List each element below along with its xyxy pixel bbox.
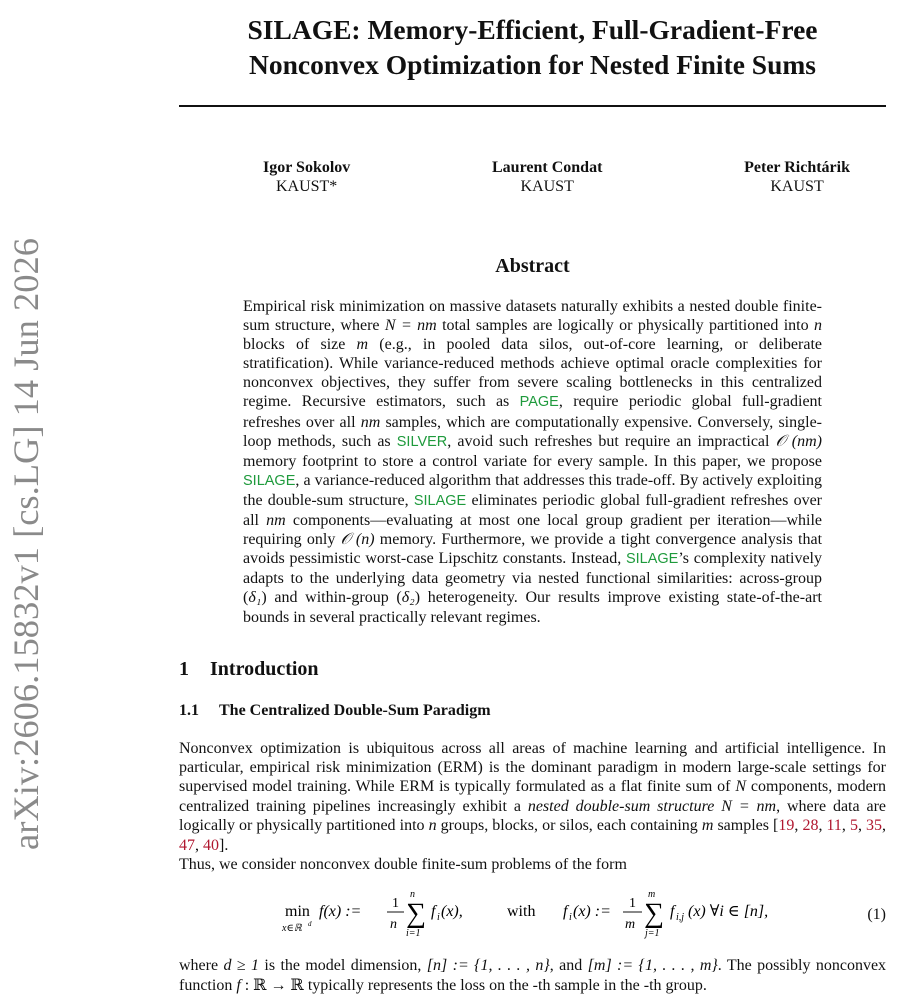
math-inline: 𝒪 (nm) [775, 432, 822, 450]
eq-frac1-num: 1 [392, 896, 399, 912]
abstract-text: total samples are logically or physically partitioned into [436, 317, 815, 335]
abstract-text: Empirical risk minimization on massive datasets naturally exhibits a nested double finite-sum structure, where [243, 298, 822, 335]
math-inline: [n] := {1, . . . , n} [426, 957, 550, 975]
eq-fij-sub: i,j [676, 912, 685, 924]
author-list [179, 158, 886, 196]
math-inline: nm [360, 413, 381, 431]
after-equation-text [179, 956, 886, 995]
body-text: -th group. [643, 976, 707, 994]
abstract-text: components—evaluating at most one local group gradient per iteration—while requiring only [243, 512, 822, 549]
author-name: Peter Richtárik [744, 159, 850, 176]
citation-link[interactable]: 19 [778, 817, 795, 835]
author-1 [263, 158, 350, 196]
algorithm-name-silage: SILAGE [413, 492, 467, 509]
abstract-text: memory. Furthermore, we provide a tight convergence analysis that avoids pessimistic worst-case Lipschitz constants. Instead, [243, 531, 823, 568]
eq-min-sub: x∈ℝ [282, 923, 302, 935]
eq-fi-def-tail: (x) := [573, 903, 611, 921]
eq-sum2-bot: j=1 [645, 928, 660, 940]
subsection-heading [179, 701, 886, 721]
math-inline: d ≥ 1 [223, 957, 260, 975]
math-inline: N [735, 778, 747, 796]
abstract-body [243, 297, 822, 627]
abstract-text: samples, which are computationally expensive. Conversely, single-loop methods, such as [243, 413, 823, 450]
abstract-text: ’s complexity natively adapts to the underlying data geometry via nested functional similarities: across-group ( [243, 550, 822, 607]
body-text: ]. [219, 836, 229, 854]
intro-body [179, 739, 886, 875]
abstract-text: ) and within-group ( [261, 589, 402, 607]
eq-sum1-top: n [410, 889, 415, 901]
section-number: 1 [179, 657, 189, 680]
section-heading [179, 657, 886, 681]
intro-paragraph-1: Nonconvex optimization is ubiquitous across all areas of machine learning and artificial intelligence. In particular, empirical risk minimization (ERM) is the dominant paradigm in modern large-scale settings for supervised model training. While ERM is typically formulated as a flat finite sum of N components, modern centralized training pipelines increasingly exhibit a nested double-sum structure N = nm, where data are logically or physically partitioned into n groups, blocks, or silos, each containing m samples [19, 28, 11, 5, 35, 47, 40]. [179, 739, 887, 854]
subsection-number: 1.1 [179, 701, 199, 719]
body-text: , where data are logically or physically partitioned into [179, 797, 887, 835]
abstract-heading: Abstract [495, 255, 570, 277]
equation-number: (1) [867, 906, 886, 924]
body-text: . The possibly nonconvex function [179, 957, 887, 994]
abstract-text: memory footprint to store a control variate for every sample. In this paper, we propose [243, 452, 822, 470]
body-text: → ℝ typically represents the loss on the [266, 976, 533, 994]
eq-fij: f [670, 903, 675, 921]
citation-link[interactable]: 11 [826, 817, 842, 835]
abstract-text: , avoid such refreshes but require an impractical [447, 432, 776, 450]
equation-svg [279, 888, 879, 950]
abstract-text: , a variance-reduced algorithm that addresses this trade-off. By actively exploiting the double-sum structure, [243, 471, 822, 509]
eq-fi-sub: i [437, 912, 440, 924]
algorithm-name-silage: SILAGE [625, 551, 679, 568]
author-2 [492, 158, 602, 196]
eq-fx: f(x) := [319, 903, 362, 921]
eq-frac2-den: m [625, 917, 636, 933]
citation-link[interactable]: 47 [179, 836, 195, 854]
author-name: Igor Sokolov [263, 159, 351, 176]
paper-page [179, 0, 886, 995]
math-inline: N = nm [384, 317, 437, 335]
citation-link[interactable]: 40 [203, 836, 219, 854]
author-name: Laurent Condat [492, 159, 603, 176]
math-inline: n [814, 317, 823, 335]
abstract-text: , require periodic global full-gradient refreshes over all [243, 393, 822, 431]
citation-link[interactable]: 35 [866, 817, 883, 835]
body-text: : ℝ [240, 976, 267, 994]
body-text: Nonconvex optimization is ubiquitous across all areas of machine learning and artificial intelligence. In particular, empirical risk minimization (ERM) is the dominant paradigm in modern large-scale settings for supervised model training. While ERM is typically formulated as a flat finite sum of [179, 739, 886, 796]
eq-fi: f [431, 903, 436, 921]
body-text: , and [549, 957, 588, 975]
citation-link[interactable]: 5 [849, 817, 858, 835]
body-text: samples [ [713, 817, 779, 835]
algorithm-name-silage: SILAGE [243, 472, 296, 489]
title-rule [179, 105, 886, 107]
eq-min: min [285, 903, 310, 921]
eq-sum2-top: m [648, 889, 656, 901]
arxiv-stamp-svg [2, 238, 48, 850]
eq-min-sub-sup: d [308, 920, 312, 929]
math-inline: m [701, 817, 714, 835]
abstract-text: ) heterogeneity. Our results improve existing state-of-the-art bounds in several practically relevant regimes. [243, 589, 822, 626]
eq-fi-def-sub: i [569, 912, 572, 924]
author-affiliation: KAUST* [275, 178, 338, 195]
eq-frac2-num: 1 [629, 896, 636, 912]
arxiv-stamp [2, 238, 48, 850]
eq-sum1-bot: i=1 [406, 928, 421, 940]
math-inline: nm [266, 512, 286, 530]
math-inline: [m] := {1, . . . , m} [587, 957, 718, 975]
abstract-paragraph [243, 297, 822, 627]
author-affiliation: KAUST [770, 178, 824, 195]
author-3 [744, 158, 850, 196]
abstract-text: (e.g., in pooled data silos, out-of-core learning, or deliberate stratification). While variance-reduced methods achieve optimal oracle complexities for nonconvex objectives, they suffer from severe scaling bottlenecks in this centralized regime. Recursive estimators, such as [243, 336, 822, 411]
intro-paragraph-2: Thus, we consider nonconvex double finite-sum problems of the form [179, 856, 627, 874]
math-inline: N = nm [721, 797, 777, 815]
author-affiliation: KAUST [520, 178, 574, 195]
citation-link[interactable]: 28 [802, 817, 819, 835]
title-line-2: Nonconvex Optimization for Nested Finite Sums [248, 49, 817, 80]
eq-frac1-den: n [390, 917, 397, 933]
body-text: -th sample in the [532, 976, 644, 994]
eq-sum1-sigma: ∑ [406, 898, 426, 930]
emphasis-text: nested double-sum structure [527, 797, 715, 815]
body-text: where [179, 957, 224, 975]
body-text: is the model dimension, [259, 957, 427, 975]
algorithm-name-silver: SILVER [396, 433, 448, 450]
body-text: components, modern centralized training pipelines increasingly exhibit a [179, 778, 887, 815]
subsection-title: The Centralized Double-Sum Paradigm [219, 701, 491, 719]
title-line-1: SILAGE: Memory-Efficient, Full-Gradient-Free [247, 14, 818, 45]
eq-sum2-sigma: ∑ [644, 898, 664, 930]
section-title: Introduction [210, 657, 319, 680]
paper-title [179, 12, 886, 82]
abstract-text: blocks of size [243, 336, 357, 354]
math-inline: δ₁ [248, 589, 262, 607]
abstract-text: eliminates periodic global full-gradient refreshes over all [243, 491, 822, 530]
math-inline: f [236, 976, 241, 994]
body-text: groups, blocks, or silos, each containing [436, 817, 702, 835]
equation-1 [179, 888, 886, 950]
math-inline: δ₂ [401, 589, 415, 607]
algorithm-name-page: PAGE [519, 394, 559, 411]
eq-fi-tail: (x), [441, 903, 463, 921]
eq-fi-def: f [563, 903, 568, 921]
arxiv-stamp-text: arXiv:2606.15832v1 [cs.LG] 14 Jun 2026 [6, 246, 46, 850]
math-inline: 𝒪 (n) [340, 531, 375, 549]
math-inline: m [356, 336, 369, 354]
eq-fij-tail: (x) ∀i ∈ [n], [688, 903, 769, 921]
eq-with: with [507, 903, 536, 921]
math-inline: n [428, 817, 437, 835]
